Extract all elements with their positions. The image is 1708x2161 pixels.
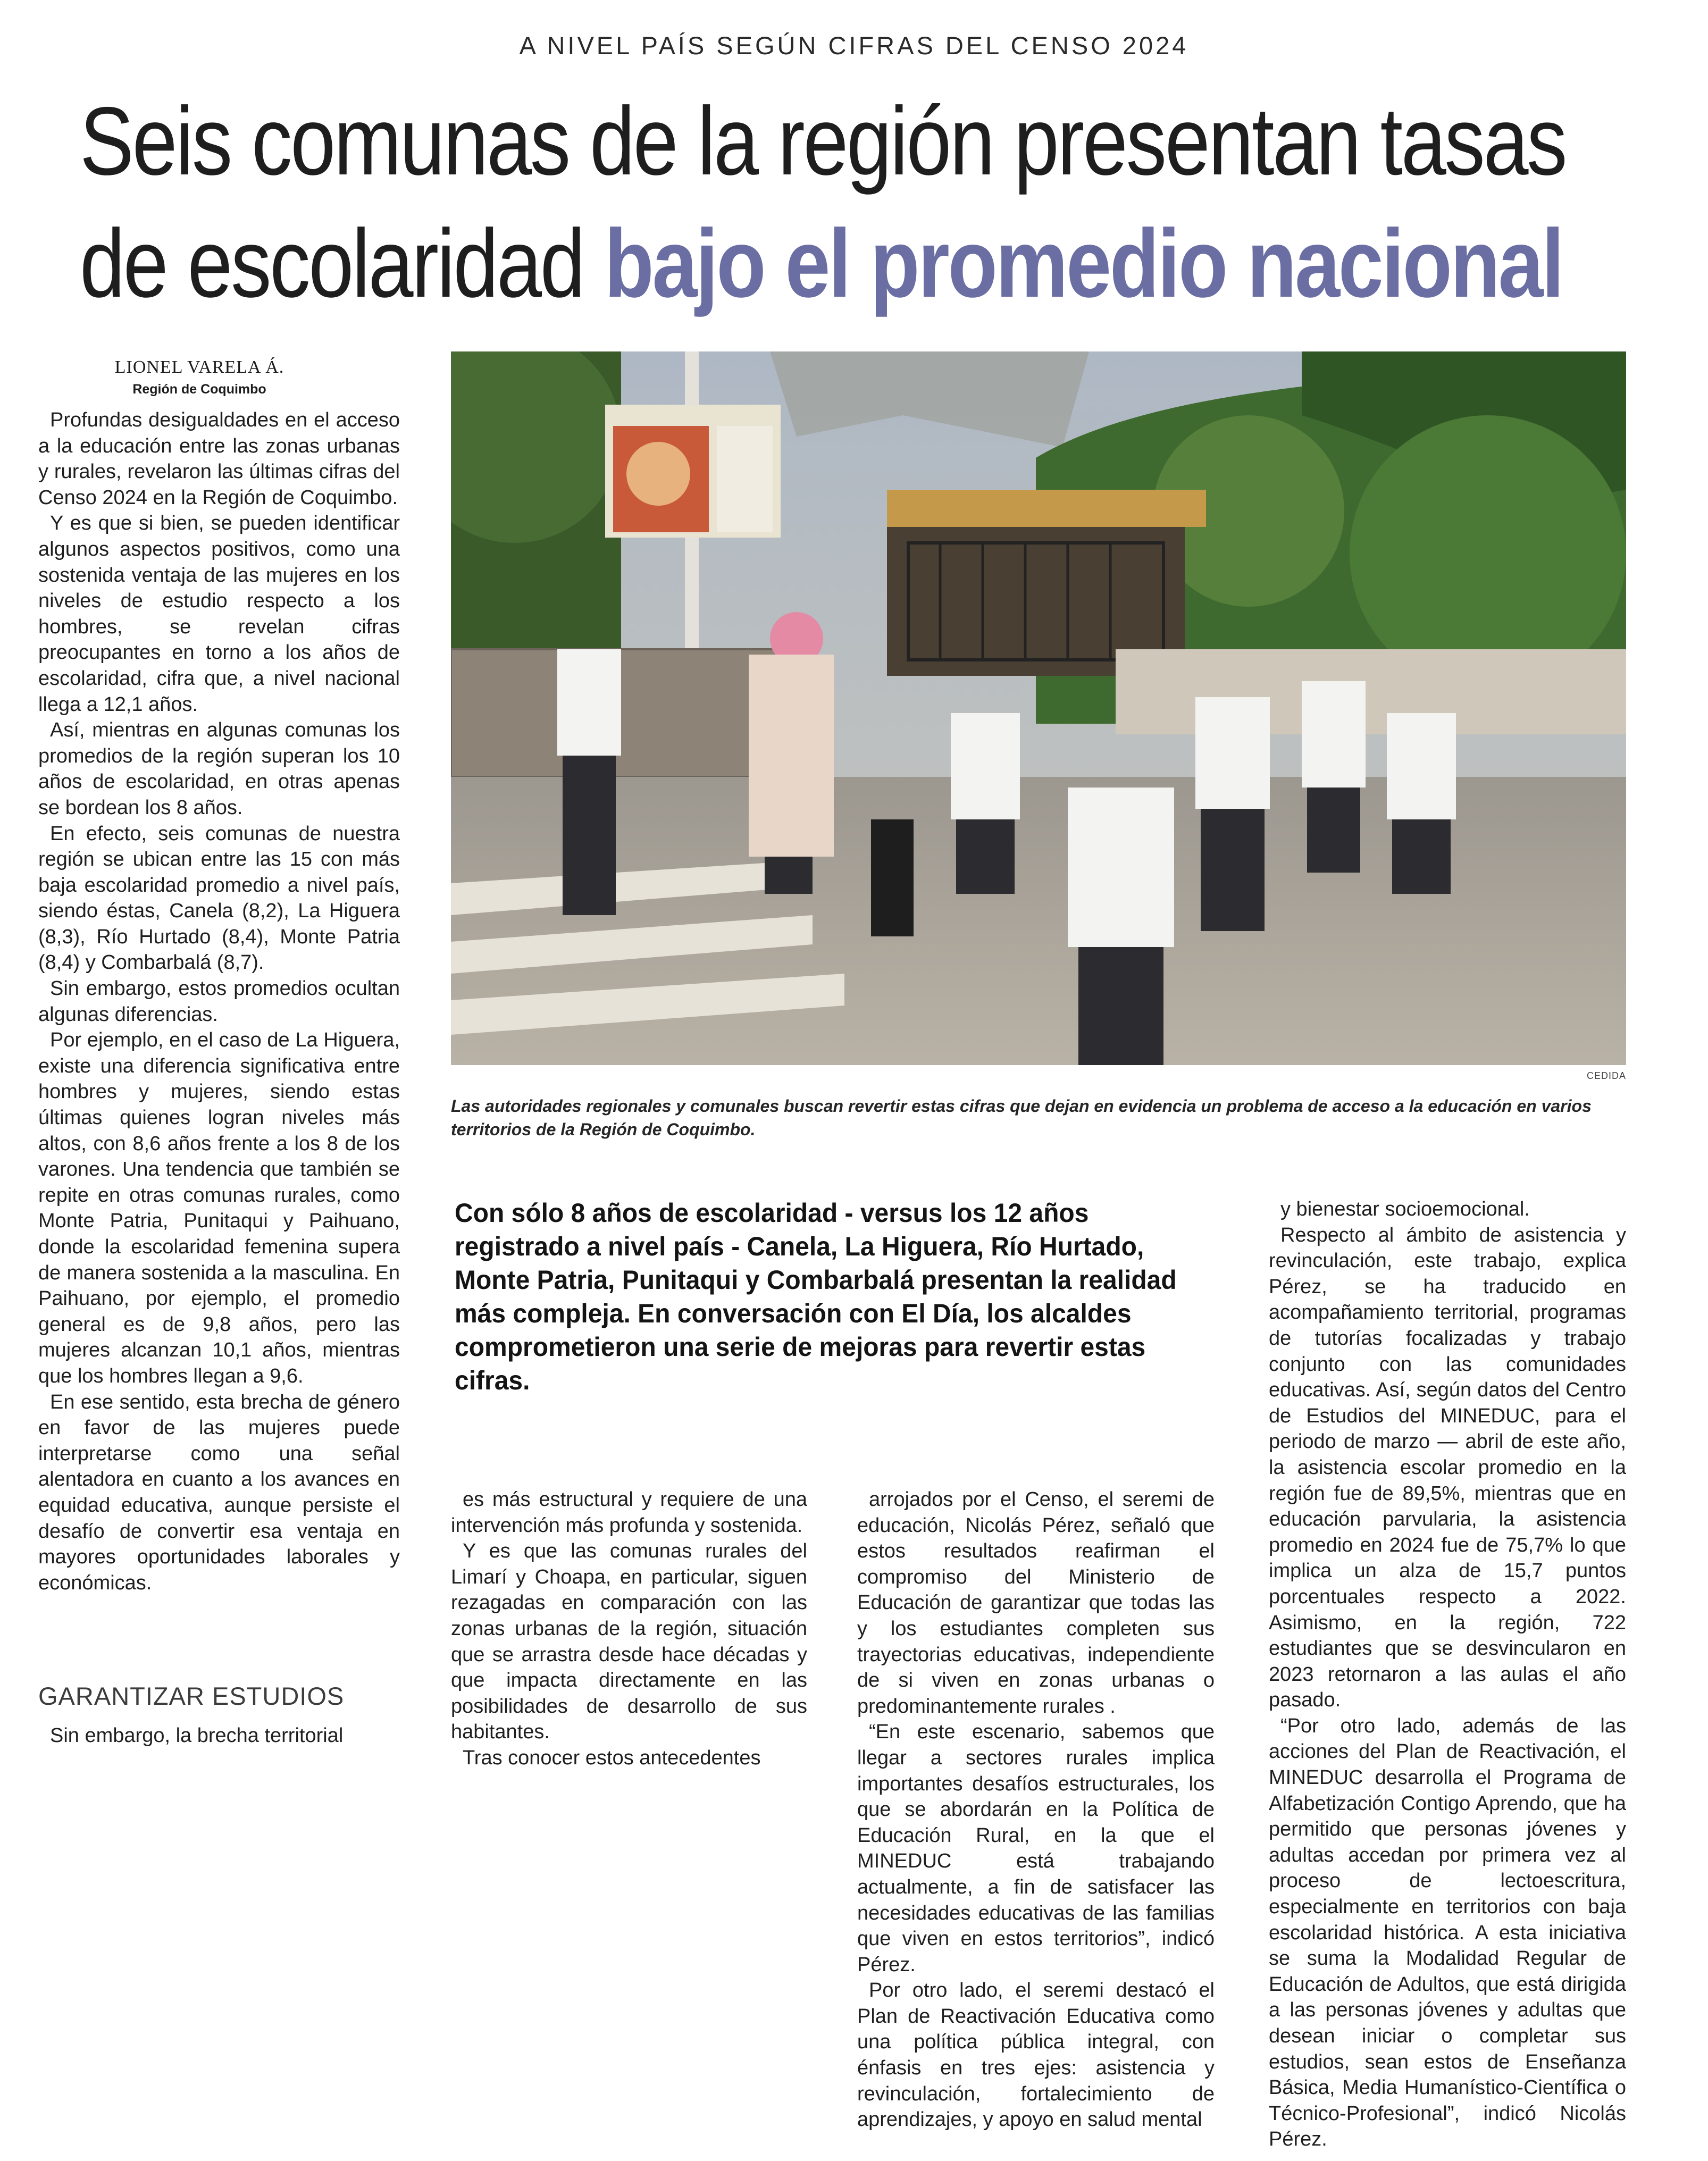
article-column-1 [38, 407, 400, 1596]
school-students-photo [451, 351, 1626, 1065]
kicker: A NIVEL PAÍS SEGÚN CIFRAS DEL CENSO 2024 [519, 31, 1189, 60]
headline-highlight: bajo el promedio nacional [604, 209, 1563, 317]
photo-caption: Las autoridades regionales y comunales buscan revertir estas cifras que dejan en evidencia un problema de acceso a la educación en varios territorios de la Región de Coquimbo. [451, 1096, 1592, 1139]
paragraph: Sin embargo, la brecha territorial [50, 1724, 344, 1747]
paragraph: es más estructural y requiere de una intervención más profunda y sostenida. [451, 1488, 807, 1537]
paragraph: Así, mientras en algunas comunas los promedios de la región superan los 10 años de escolaridad, en otras apenas se bordean los 8 años. [38, 719, 400, 819]
byline-region: Región de Coquimbo [132, 382, 266, 397]
headline-line-2: de escolaridad [80, 209, 605, 317]
byline-author: LIONEL VARELA Á. [114, 357, 284, 377]
article-column-1-continued [38, 1723, 400, 1749]
paragraph: Y es que las comunas rurales del Limarí y Choapa, en particular, siguen rezagadas en comparación con las zonas urbanas de la región, situación que se arrastra desde hace décadas y que impacta directamente en las posibilidades de desarrollo de sus habitantes. [451, 1540, 807, 1744]
article-column-2 [451, 1487, 807, 1771]
paragraph: Profundas desigualdades en el acceso a la educación entre las zonas urbanas y rurales, revelaron las últimas cifras del Censo 2024 en la Región de Coquimbo. [38, 409, 400, 509]
photo-credit: CEDIDA [1586, 1070, 1626, 1081]
paragraph: y bienestar socioemocional. [1280, 1198, 1530, 1220]
paragraph: arrojados por el Censo, el seremi de educación, Nicolás Pérez, señaló que estos resultados reafirman el compromiso del Ministerio de Educación de garantizar que todas las y los estudiantes completen sus trayectorias educativas, independiente de si viven en zonas urbanas o predominantemente rurales . [857, 1488, 1215, 1718]
paragraph: Y es que si bien, se pueden identificar algunos aspectos positivos, como una sostenida ventaja de las mujeres en los niveles de estudio respecto a los hombres, se revelan cifras preocupantes en torno a los años de escolaridad, cifra que, a nivel nacional llega a 12,1 años. [38, 512, 400, 716]
section-subhead: GARANTIZAR ESTUDIOS [38, 1682, 345, 1710]
article-column-4 [1269, 1196, 1626, 2152]
headline [80, 80, 1566, 324]
paragraph: Tras conocer estos antecedentes [463, 1746, 761, 1769]
paragraph: “Por otro lado, además de las acciones del Plan de Reactivación, el MINEDUC desarrolla el Programa de Alfabetización Contigo Aprendo, que ha permitido que personas jóvenes y adultas accedan por primera vez al proceso de lectoescritura, especialmente en territorios con baja escolaridad histórica. A esta iniciativa se suma la Modalidad Regular de Educación de Adultos, que está dirigida a las personas jóvenes y adultas que desean iniciar o completar sus estudios, sean estos de Enseñanza Básica, Media Humanístico-Científica o Técnico-Profesional”, indicó Nicolás Pérez. [1269, 1714, 1626, 2151]
article-column-3 [857, 1487, 1215, 2133]
paragraph: En ese sentido, esta brecha de género en favor de las mujeres puede interpretarse como una señal alentadora en cuanto a los avances en equidad educativa, aunque persiste el desafío de convertir esa ventaja en mayores oportunidades laborales y económicas. [38, 1391, 400, 1594]
paragraph: Por ejemplo, en el caso de La Higuera, existe una diferencia significativa entre hombres y mujeres, siendo estas últimas quienes logran niveles más altos, con 8,6 años frente a los 8 de los varones. Una tendencia que también se repite en otras comunas rurales, como Monte Patria, Punitaqui y Paihuano, donde la escolaridad femenina supera de manera sostenida a la masculina. En Paihuano, por ejemplo, el promedio general es de 9,8 años, pero las mujeres alcanzan 10,1 años, mientras que los hombres llegan a 9,6. [38, 1029, 400, 1387]
paragraph: “En este escenario, sabemos que llegar a sectores rurales implica importantes desafíos estructurales, los que se abordarán en la Política de Educación Rural, en la que el MINEDUC está trabajando actualmente, a fin de satisfacer las necesidades educativas de las familias que viven en estos territorios”, indicó Pérez. [857, 1721, 1215, 1976]
headline-line-1: Seis comunas de la región presentan tasas [80, 87, 1566, 195]
paragraph: Por otro lado, el seremi destacó el Plan de Reactivación Educativa como una política pública integral, con énfasis en tres ejes: asistencia y revinculación, fortalecimiento de aprendizajes, y apoyo en salud mental [857, 1979, 1215, 2131]
lead-paragraph: Con sólo 8 años de escolaridad - versus los 12 años registrado a nivel país - Canela, La Higuera, Río Hurtado, Monte Patria, Punitaqui y Combarbalá presentan la realidad más compleja. En conversación con El Día, los alcaldes comprometieron una serie de mejoras para revertir estas cifras. [455, 1198, 1177, 1395]
paragraph: En efecto, seis comunas de nuestra región se ubican entre las 15 con más baja escolaridad promedio a nivel país, siendo éstas, Canela (8,2), La Higuera (8,3), Río Hurtado (8,4), Monte Patria (8,4) y Combarbalá (8,7). [38, 822, 400, 974]
paragraph: Sin embargo, estos promedios ocultan algunas diferencias. [38, 977, 400, 1026]
paragraph: Respecto al ámbito de asistencia y revinculación, este trabajo, explica Pérez, se ha traducido en acompañamiento territorial, programas de tutorías focalizadas y trabajo conjunto con las comunidades educativas. Así, según datos del Centro de Estudios del MINEDUC, para el periodo de marzo — abril de este año, la asistencia escolar promedio en la región fue de 89,5%, mientras que en educación parvularia, la asistencia promedio en 2024 fue de 75,7% lo que implica un alza de 15,7 puntos porcentuales respecto a 2022. Asimismo, en la región, 722 estudiantes que se desvincularon en 2023 retornaron a las aulas el año pasado. [1269, 1224, 1626, 1712]
